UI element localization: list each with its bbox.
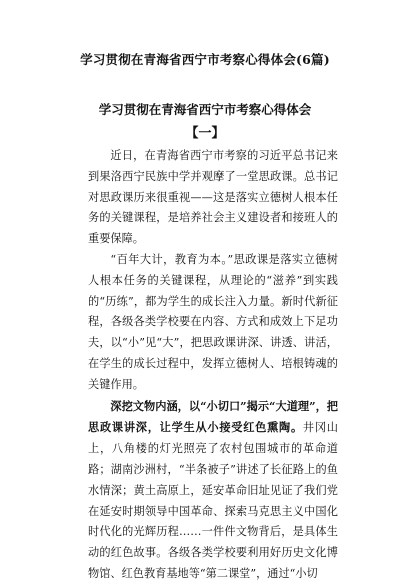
- section-title: 学习贯彻在青海省西宁市考察心得体会: [98, 102, 312, 117]
- paragraph-3-lead: 深挖文物内涵，以“小切口”揭示“大道理”，把思政课讲深，让学生从小接受红色熏陶。: [88, 398, 338, 435]
- paragraph-3: [88, 396, 338, 585]
- paragraph-3-text: 井冈山上，八角楼的灯光照亮了农村包围城市的革命道路；湖南沙洲村，“半条被子”讲述了长征路上的鱼水情深；黄土高原上，延安革命旧址见证了我们党在延安时期领导中国革命、探索马克思主义中国化时代化的光辉历程……一件件文物背后，是具体生动的红色故事。各级各类学校要利用好历史文化博物馆、红色教育基地等“第二课堂”，通过“小切: [88, 421, 338, 580]
- paragraph-1: 近日，在青海省西宁市考察的习近平总书记来到果洛西宁民族中学并观摩了一堂思政课。总书记对思政课历来很重视——这是落实立德树人根本任务的关键课程，是培养社会主义建设者和接班人的重要保障。: [88, 149, 338, 246]
- document-title: 学习贯彻在青海省西宁市考察心得体会(6篇): [80, 52, 330, 67]
- paragraph-2: “百年大计，教育为本。”思政课是落实立德树人根本任务的关键课程，从理论的“滋养”到实践的“历练”，都为学生的成长注入力量。新时代新征程，各级各类学校要在内容、方式和成效上下足功夫，以“小”见“大”，把思政课讲深、讲透、讲活，在学生的成长过程中，发挥立德树人、培根铸魂的关键作用。: [88, 252, 338, 391]
- document-body: [88, 146, 338, 585]
- section-number: 【一】: [185, 126, 225, 141]
